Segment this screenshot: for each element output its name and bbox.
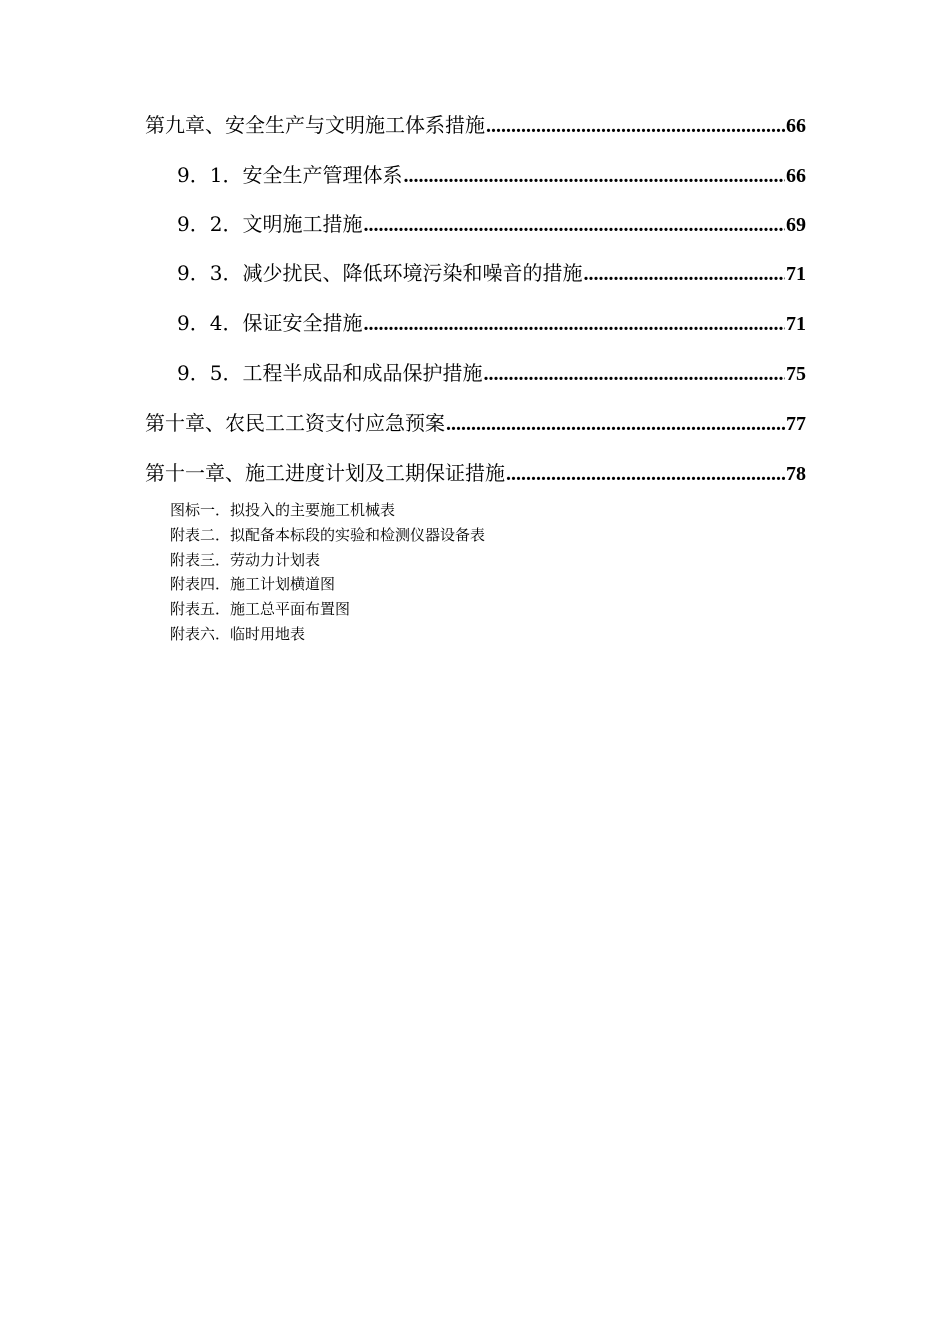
toc-entry-section-9-1[interactable] — [177, 162, 806, 188]
toc-dot-leader — [506, 461, 785, 487]
toc-dot-leader — [446, 411, 785, 437]
toc-page-number: 71 — [786, 263, 806, 285]
toc-dot-leader — [363, 212, 785, 238]
toc-entry-title: 9．3．减少扰民、降低环境污染和噪音的措施 — [177, 261, 583, 285]
toc-page-number: 78 — [786, 463, 806, 485]
toc-entry-title: 9．2．文明施工措施 — [177, 212, 363, 236]
toc-dot-leader — [483, 361, 785, 387]
toc-entry-title: 9．4．保证安全措施 — [177, 311, 363, 335]
toc-dot-leader — [486, 113, 785, 139]
appendix-item: 附表五．施工总平面布置图 — [170, 600, 351, 618]
toc-page-number: 75 — [786, 363, 806, 385]
appendix-item: 图标一．拟投入的主要施工机械表 — [170, 501, 396, 519]
toc-entry-section-9-2[interactable] — [177, 211, 806, 237]
appendix-item: 附表二．拟配备本标段的实验和检测仪器设备表 — [170, 526, 486, 544]
toc-page-number: 71 — [786, 313, 806, 335]
toc-entry-title: 第十一章、施工进度计划及工期保证措施 — [145, 461, 505, 485]
toc-dot-leader — [363, 311, 785, 337]
toc-page-number: 69 — [786, 214, 806, 236]
toc-entry-section-9-4[interactable] — [177, 310, 806, 336]
toc-entry-section-9-5[interactable] — [177, 360, 806, 386]
toc-entry-title: 9．1．安全生产管理体系 — [177, 163, 403, 187]
toc-page-number: 77 — [786, 413, 806, 435]
toc-page-number: 66 — [786, 165, 806, 187]
toc-entry-title: 第十章、农民工工资支付应急预案 — [145, 411, 445, 435]
toc-page-number: 66 — [786, 115, 806, 137]
toc-dot-leader — [583, 261, 785, 287]
toc-entry-chapter-9[interactable] — [145, 112, 806, 138]
toc-entry-title: 9．5．工程半成品和成品保护措施 — [177, 361, 483, 385]
toc-entry-chapter-11[interactable] — [145, 460, 806, 486]
appendix-item: 附表三．劳动力计划表 — [170, 551, 321, 569]
toc-entry-section-9-3[interactable] — [177, 260, 806, 286]
appendix-item: 附表六．临时用地表 — [170, 625, 306, 643]
toc-dot-leader — [403, 163, 785, 189]
toc-entry-chapter-10[interactable] — [145, 410, 806, 436]
appendix-item: 附表四．施工计划横道图 — [170, 575, 336, 593]
toc-entry-title: 第九章、安全生产与文明施工体系措施 — [145, 113, 485, 137]
